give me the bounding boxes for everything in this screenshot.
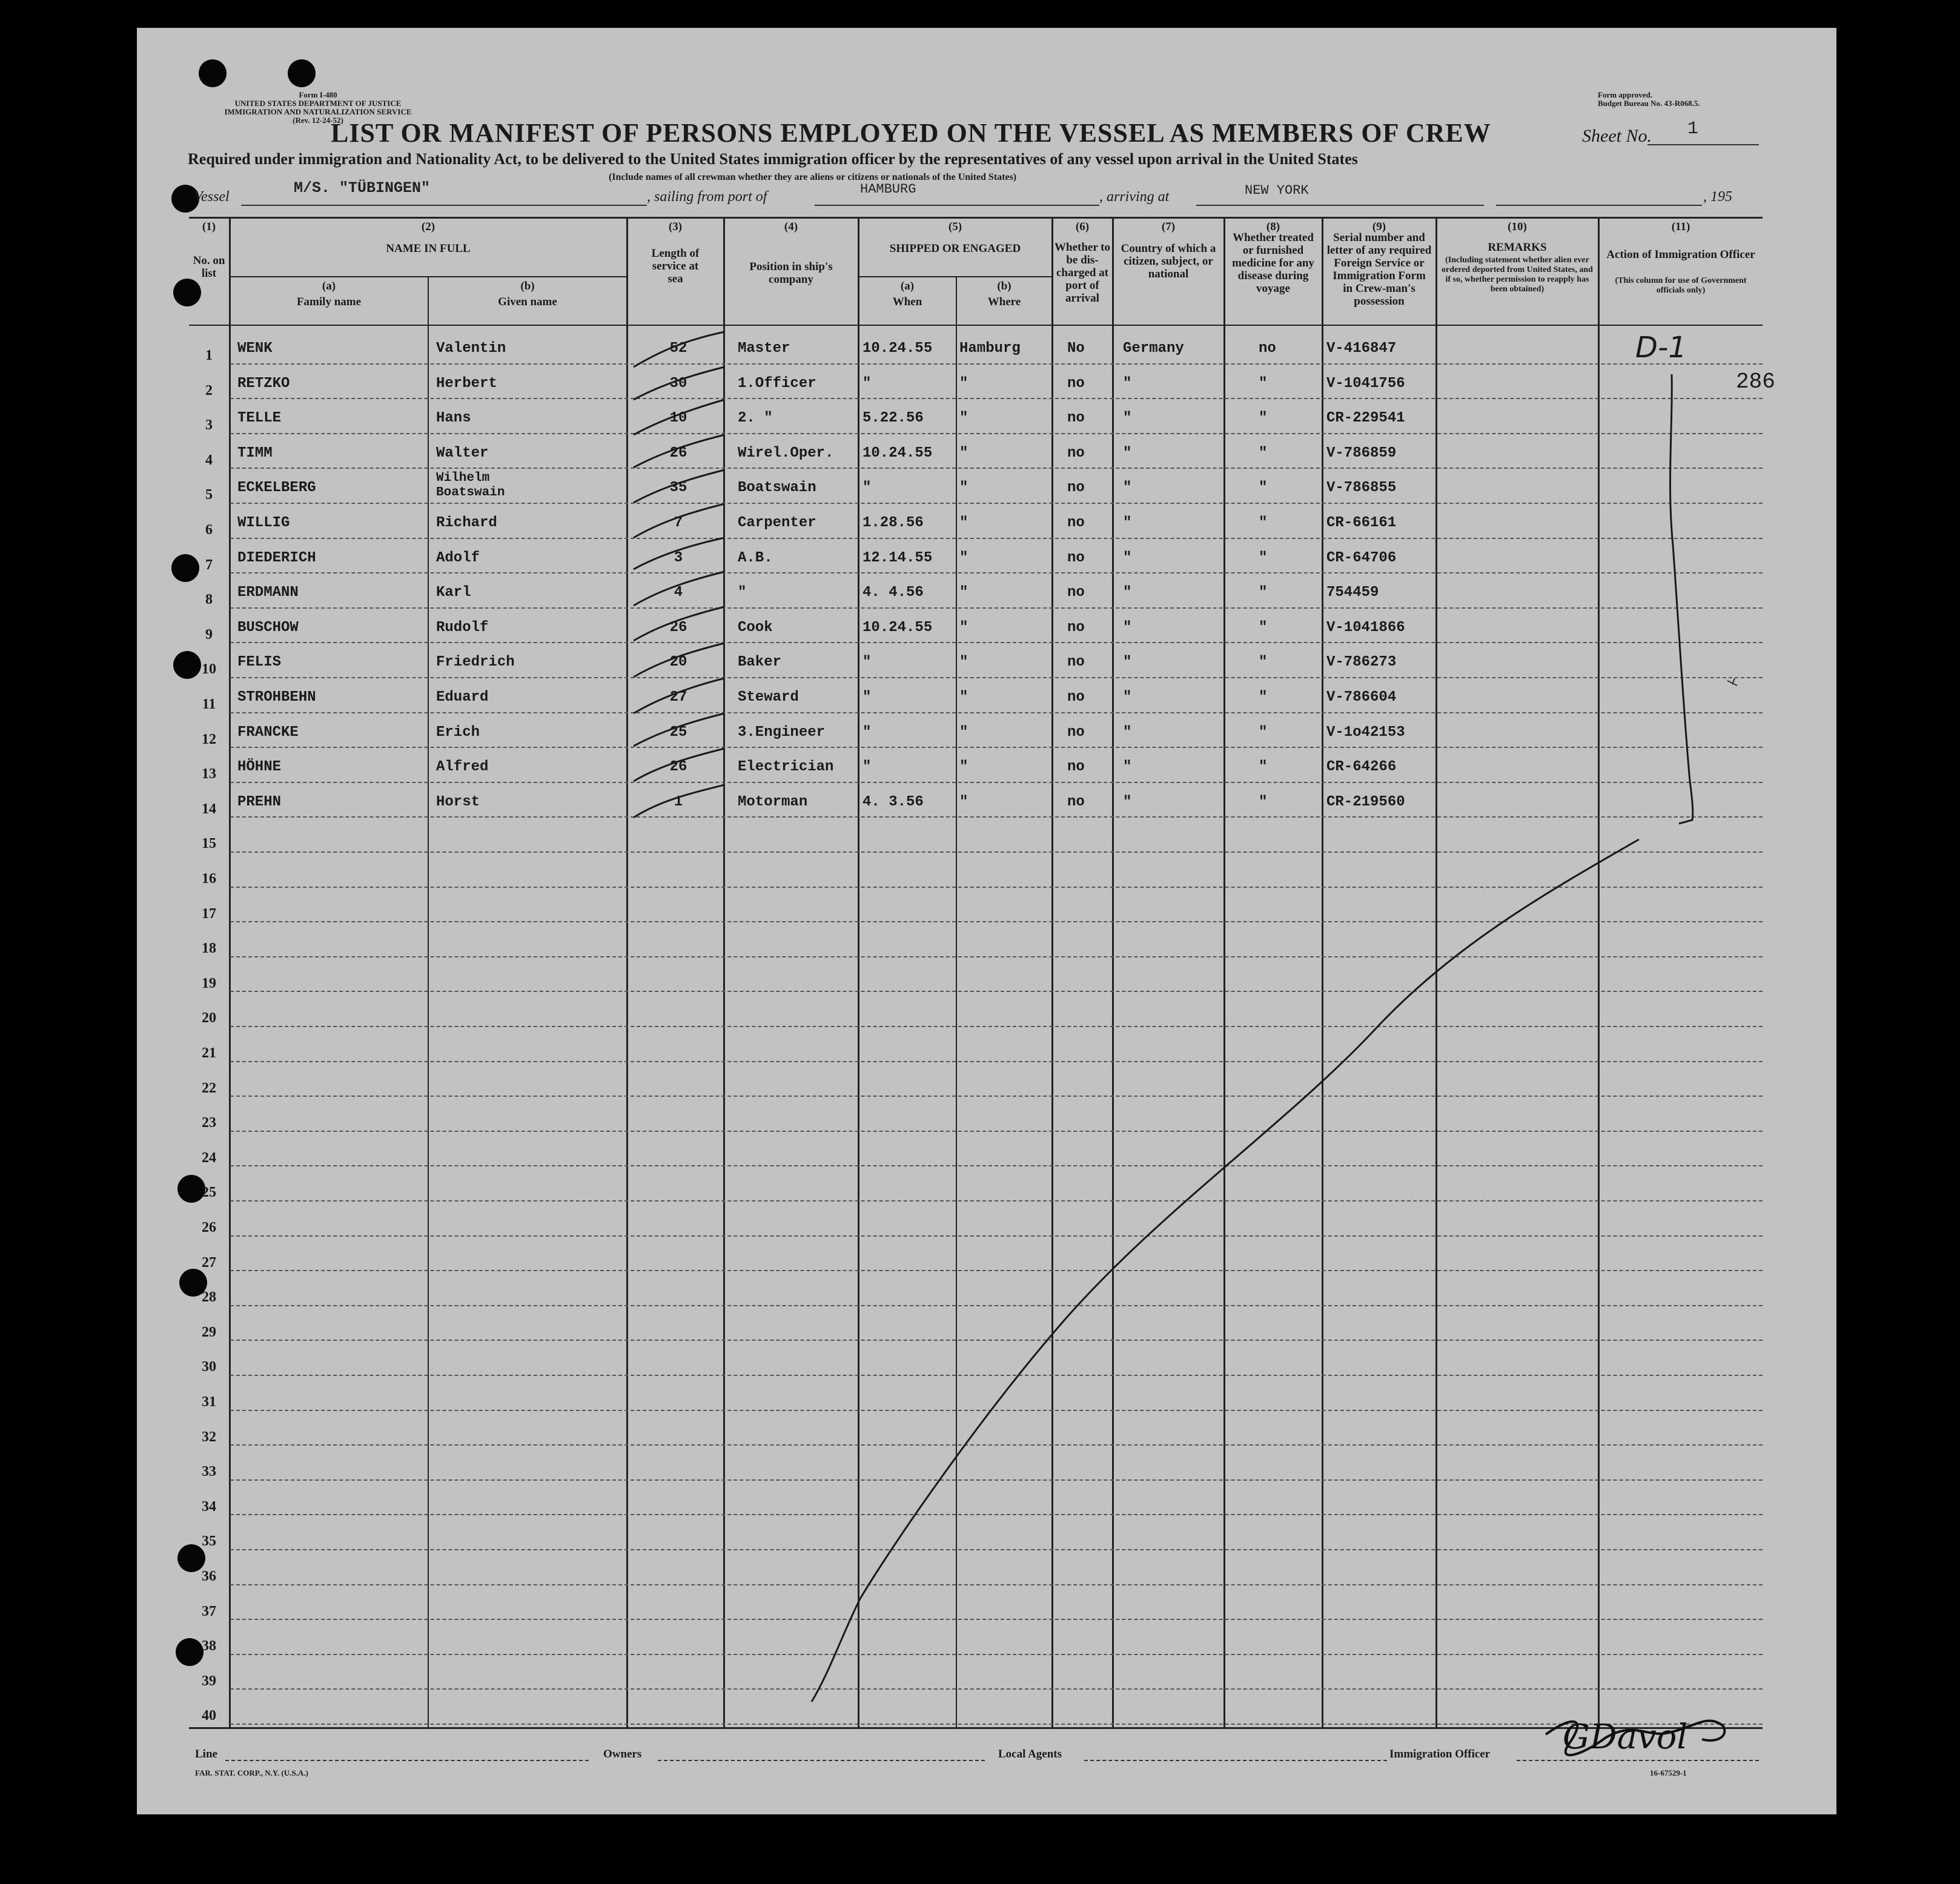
cell-serial: V-1041756 <box>1326 375 1405 392</box>
cell-when: " <box>862 759 872 775</box>
cell-family: FRANCKE <box>237 724 299 741</box>
cell-position: Wirel.Oper. <box>738 445 834 461</box>
cell-when: " <box>862 480 872 496</box>
vessel-name: M/S. "TÜBINGEN" <box>294 179 431 197</box>
row-number: 39 <box>202 1673 216 1689</box>
cell-treated: " <box>1259 550 1268 566</box>
cell-serial: CR-64266 <box>1326 759 1397 775</box>
footer-owners-rule <box>658 1760 985 1761</box>
agency-line: IMMIGRATION AND NATURALIZATION SERVICE <box>224 107 412 116</box>
cell-discharged: no <box>1067 410 1085 426</box>
cell-position: " <box>738 584 747 601</box>
cell-length: 30 <box>669 375 687 392</box>
footer-owners-label: Owners <box>603 1748 642 1760</box>
cell-country: " <box>1123 550 1132 566</box>
cell-where: " <box>959 584 968 601</box>
row-number: 37 <box>202 1604 216 1619</box>
cell-given: Horst <box>436 794 480 810</box>
cell-serial: V-786604 <box>1326 689 1397 706</box>
column-heading-discharged: Whether to be dis-charged at port of arrival <box>1054 241 1110 305</box>
column-heading-serial-number: Serial number and letter of any required Foreign Service or Immigration Form in Crew-man's possession <box>1326 231 1432 308</box>
cell-when: 1.28.56 <box>862 515 924 531</box>
row-number: 6 <box>205 522 213 538</box>
cell-discharged: no <box>1067 654 1085 670</box>
agency-line: UNITED STATES DEPARTMENT OF JUSTICE <box>234 99 402 108</box>
column-number: (6) <box>1075 220 1090 233</box>
column-heading-length-of-service: Length of service at sea <box>651 247 700 285</box>
row-number: 17 <box>202 906 216 922</box>
cell-country: " <box>1123 654 1132 670</box>
row-number: 24 <box>202 1150 216 1166</box>
cell-family: WENK <box>237 340 273 357</box>
cell-serial: V-786855 <box>1326 480 1397 496</box>
cell-length: 35 <box>669 480 687 496</box>
cell-family: BUSCHOW <box>237 620 299 636</box>
cell-when: " <box>862 375 872 392</box>
cell-discharged: no <box>1067 689 1085 706</box>
cell-where: " <box>959 375 968 392</box>
cell-length: 52 <box>669 340 687 357</box>
page-title: LIST OR MANIFEST OF PERSONS EMPLOYED ON THE VESSEL AS MEMBERS OF CREW <box>331 118 1491 148</box>
cell-where: " <box>959 689 968 706</box>
printer-imprint: FAR. STAT. CORP., N.Y. (U.S.A.) <box>195 1768 308 1777</box>
row-number: 13 <box>202 766 216 782</box>
column-heading-country: Country of which a citizen, subject, or national <box>1121 242 1216 280</box>
cell-serial: V-1041866 <box>1326 620 1405 636</box>
cell-where: " <box>959 550 968 566</box>
cell-treated: " <box>1259 410 1268 426</box>
bracket-line <box>1670 374 1692 824</box>
cell-where: " <box>959 515 968 531</box>
cell-country: " <box>1123 794 1132 810</box>
cell-given: Rudolf <box>436 620 489 636</box>
vessel-label: Vessel <box>194 189 230 205</box>
cell-given: Friedrich <box>436 654 515 670</box>
column-number: (2) <box>421 220 435 233</box>
cell-treated: " <box>1259 759 1268 775</box>
footer-agents-rule <box>1084 1760 1387 1761</box>
cell-position: Cook <box>738 620 773 636</box>
cell-family: WILLIG <box>237 515 290 531</box>
cell-when: " <box>862 654 872 670</box>
row-number: 7 <box>205 557 213 573</box>
cell-discharged: no <box>1067 794 1085 810</box>
cell-country: " <box>1123 759 1132 775</box>
row-number: 20 <box>202 1010 216 1026</box>
cell-treated: " <box>1259 689 1268 706</box>
form-subtitle: Required under immigration and Nationality Act, to be delivered to the United States immigration officer by the representatives of any vessel upon arrival in the United States <box>188 150 1358 168</box>
officer-signature: GDavol <box>1563 1717 1688 1757</box>
cell-treated: " <box>1259 724 1268 741</box>
cell-discharged: no <box>1067 620 1085 636</box>
cell-given: Karl <box>436 584 471 601</box>
column-heading-remarks: REMARKS <box>1488 241 1547 254</box>
service-length-checkmarks <box>634 332 724 818</box>
cell-when: 10.24.55 <box>862 620 933 636</box>
column-heading-where: Where <box>987 296 1021 308</box>
cell-country: Germany <box>1123 340 1184 357</box>
cell-length: 20 <box>669 654 687 670</box>
stamp-number: 286 <box>1736 369 1775 394</box>
cell-position: Steward <box>738 689 799 706</box>
cell-given: Richard <box>436 515 497 531</box>
column-heading-when: When <box>892 296 922 308</box>
cell-treated: no <box>1259 340 1276 357</box>
include-note: (Include names of all crewman whether they are aliens or citizens or nationals of the United States) <box>609 172 1017 182</box>
cell-where: " <box>959 759 968 775</box>
action-mark: D-1 <box>1635 331 1687 365</box>
cell-family: STROHBEHN <box>237 689 316 706</box>
cell-discharged: no <box>1067 724 1085 741</box>
year-label: , 195 <box>1703 189 1732 205</box>
row-number: 16 <box>202 871 216 887</box>
cell-family: ERDMANN <box>237 584 299 601</box>
cell-length: 25 <box>669 724 687 741</box>
cell-country: " <box>1123 375 1132 392</box>
cell-given: Adolf <box>436 550 480 566</box>
cell-treated: " <box>1259 794 1268 810</box>
column-number: (5) <box>948 220 962 233</box>
cell-length: 1 <box>674 794 683 810</box>
cell-country: " <box>1123 724 1132 741</box>
cell-where: " <box>959 794 968 810</box>
column-number: (a) <box>900 280 915 293</box>
diagonal-cancel-line <box>812 839 1639 1702</box>
row-number: 9 <box>205 627 213 643</box>
cell-country: " <box>1123 515 1132 531</box>
cell-given: Hans <box>436 410 471 426</box>
cell-given: Eduard <box>436 689 489 706</box>
cell-where: " <box>959 410 968 426</box>
row-number: 36 <box>202 1568 216 1584</box>
footer-officer-rule <box>1517 1760 1759 1761</box>
column-heading-name: NAME IN FULL <box>386 242 471 255</box>
column-number: (9) <box>1372 220 1386 233</box>
cell-serial: V-1o42153 <box>1326 724 1405 741</box>
row-number: 2 <box>205 383 213 398</box>
column-number: (8) <box>1266 220 1280 233</box>
cell-treated: " <box>1259 620 1268 636</box>
approval-line: Budget Bureau No. 43-R068.5. <box>1598 99 1700 108</box>
column-number: (4) <box>784 220 798 233</box>
row-number: 40 <box>202 1708 216 1724</box>
row-number: 22 <box>202 1080 216 1096</box>
cell-given: Alfred <box>436 759 489 775</box>
approval-line: Form approved. <box>1598 90 1653 99</box>
cell-when: 5.22.56 <box>862 410 924 426</box>
column-number: (b) <box>520 280 535 293</box>
cell-when: " <box>862 689 872 706</box>
row-number: 30 <box>202 1359 216 1375</box>
cell-family: RETZKO <box>237 375 290 392</box>
cell-when: " <box>862 724 872 741</box>
column-number: (b) <box>997 280 1011 293</box>
cell-treated: " <box>1259 480 1268 496</box>
cell-treated: " <box>1259 654 1268 670</box>
row-number: 26 <box>202 1220 216 1235</box>
row-number: 34 <box>202 1499 216 1515</box>
cell-position: 1.Officer <box>738 375 816 392</box>
cell-treated: " <box>1259 375 1268 392</box>
column-number: (3) <box>668 220 683 233</box>
port-of-arrival: NEW YORK <box>1245 183 1309 198</box>
cell-given: Valentin <box>436 340 506 357</box>
cell-treated: " <box>1259 584 1268 601</box>
column-number: (11) <box>1671 220 1690 233</box>
column-number: (10) <box>1508 220 1527 233</box>
column-heading-action: Action of Immigration Officer <box>1606 248 1755 261</box>
row-number: 4 <box>205 452 213 468</box>
cell-discharged: no <box>1067 550 1085 566</box>
cell-country: " <box>1123 689 1132 706</box>
cell-discharged: no <box>1067 759 1085 775</box>
cell-serial: V-416847 <box>1326 340 1397 357</box>
row-number: 14 <box>202 801 216 817</box>
cell-when: 12.14.55 <box>862 550 933 566</box>
row-number: 31 <box>202 1394 216 1410</box>
cell-treated: " <box>1259 445 1268 461</box>
column-number: (a) <box>322 280 336 293</box>
cell-position: A.B. <box>738 550 773 566</box>
cell-length: 3 <box>674 550 683 566</box>
cell-length: 26 <box>669 620 687 636</box>
cell-where: Hamburg <box>959 340 1021 357</box>
cell-treated: " <box>1259 515 1268 531</box>
cell-length: 26 <box>669 759 687 775</box>
footer-line-rule <box>225 1760 589 1761</box>
cell-position: Master <box>738 340 790 357</box>
row-number: 3 <box>205 417 213 433</box>
row-number: 21 <box>202 1045 216 1061</box>
cell-serial: 754459 <box>1326 584 1379 601</box>
cell-discharged: no <box>1067 480 1085 496</box>
column-heading-given-name: Given name <box>498 296 557 308</box>
row-number: 19 <box>202 976 216 991</box>
cell-length: 4 <box>674 584 683 601</box>
cell-country: " <box>1123 584 1132 601</box>
cell-serial: CR-64706 <box>1326 550 1397 566</box>
cell-where: " <box>959 445 968 461</box>
sheet-label: Sheet No. <box>1582 126 1652 146</box>
action-instructions: (This column for use of Government officials only) <box>1615 276 1747 295</box>
row-number: 5 <box>205 487 213 503</box>
row-number: 1 <box>205 348 213 363</box>
cell-family: TELLE <box>237 410 282 426</box>
arriving-label: , arriving at <box>1099 189 1170 205</box>
column-heading-family-name: Family name <box>296 296 362 308</box>
footer-line-label: Line <box>195 1748 217 1760</box>
cell-length: 27 <box>669 689 687 706</box>
cell-family: HÖHNE <box>237 759 282 775</box>
cell-serial: V-786273 <box>1326 654 1397 670</box>
cell-length: 26 <box>669 445 687 461</box>
cell-given-second-line: Boatswain <box>436 486 505 500</box>
row-number: 15 <box>202 836 216 851</box>
cell-where: " <box>959 724 968 741</box>
row-number: 8 <box>205 592 213 607</box>
form-number: Form I-480 <box>299 90 337 99</box>
port-of-departure: HAMBURG <box>860 182 916 197</box>
cell-where: " <box>959 620 968 636</box>
cell-position: Electrician <box>738 759 834 775</box>
column-number: (1) <box>202 220 216 233</box>
remarks-instructions: (Including statement whether alien ever ordered deported from United States, and if so, whether permission to reapply has been obtained) <box>1442 256 1593 294</box>
cell-given: Herbert <box>436 375 497 392</box>
cell-where: " <box>959 654 968 670</box>
cell-family: TIMM <box>237 445 273 461</box>
row-number: 10 <box>202 661 216 677</box>
cell-discharged: no <box>1067 584 1085 601</box>
cell-position: Motorman <box>738 794 808 810</box>
row-number: 27 <box>202 1255 216 1271</box>
form-code: 16-67529-1 <box>1650 1768 1687 1777</box>
cell-given: Wilhelm <box>436 471 490 485</box>
cell-when: 4. 4.56 <box>862 584 924 601</box>
column-heading-treated: Whether treated or furnished medicine for any disease during voyage <box>1232 231 1314 295</box>
column-heading-shipped-or-engaged: SHIPPED OR ENGAGED <box>889 242 1021 255</box>
row-number: 25 <box>202 1185 216 1200</box>
row-number: 35 <box>202 1533 216 1549</box>
cell-serial: CR-219560 <box>1326 794 1405 810</box>
column-heading-position: Position in ship's company <box>749 260 833 286</box>
cell-position: Baker <box>738 654 782 670</box>
row-number: 28 <box>202 1289 216 1305</box>
cell-discharged: No <box>1067 340 1085 357</box>
revision-date: (Rev. 12-24-52) <box>293 116 343 125</box>
row-number: 11 <box>202 696 216 712</box>
small-tick <box>1727 678 1737 686</box>
cell-when: 10.24.55 <box>862 340 933 357</box>
cell-country: " <box>1123 445 1132 461</box>
cell-country: " <box>1123 620 1132 636</box>
cell-given: Erich <box>436 724 480 741</box>
row-number: 32 <box>202 1429 216 1445</box>
cell-family: FELIS <box>237 654 282 670</box>
cell-country: " <box>1123 480 1132 496</box>
cell-family: DIEDERICH <box>237 550 316 566</box>
row-number: 18 <box>202 940 216 956</box>
row-number: 33 <box>202 1464 216 1479</box>
cell-family: PREHN <box>237 794 282 810</box>
cell-when: 4. 3.56 <box>862 794 924 810</box>
row-number: 38 <box>202 1638 216 1654</box>
column-number: (7) <box>1161 220 1176 233</box>
row-number: 12 <box>202 732 216 747</box>
cell-serial: V-786859 <box>1326 445 1397 461</box>
row-number: 23 <box>202 1115 216 1131</box>
cell-serial: CR-229541 <box>1326 410 1405 426</box>
column-heading-no-on-list: No. on list <box>193 254 225 280</box>
cell-position: Boatswain <box>738 480 816 496</box>
cell-discharged: no <box>1067 515 1085 531</box>
cell-position: 3.Engineer <box>738 724 826 741</box>
cell-length: 10 <box>669 410 687 426</box>
footer-agents-label: Local Agents <box>998 1748 1062 1760</box>
cell-given: Walter <box>436 445 489 461</box>
cell-where: " <box>959 480 968 496</box>
cell-length: 7 <box>674 515 683 531</box>
footer-officer-label: Immigration Officer <box>1389 1748 1491 1760</box>
cell-position: 2. " <box>738 410 773 426</box>
sailing-label: , sailing from port of <box>647 189 767 205</box>
cell-discharged: no <box>1067 375 1085 392</box>
cell-discharged: no <box>1067 445 1085 461</box>
cell-serial: CR-66161 <box>1326 515 1397 531</box>
cell-country: " <box>1123 410 1132 426</box>
cell-family: ECKELBERG <box>237 480 316 496</box>
cell-when: 10.24.55 <box>862 445 933 461</box>
row-number: 29 <box>202 1324 216 1340</box>
cell-position: Carpenter <box>738 515 816 531</box>
sheet-number: 1 <box>1687 119 1699 139</box>
